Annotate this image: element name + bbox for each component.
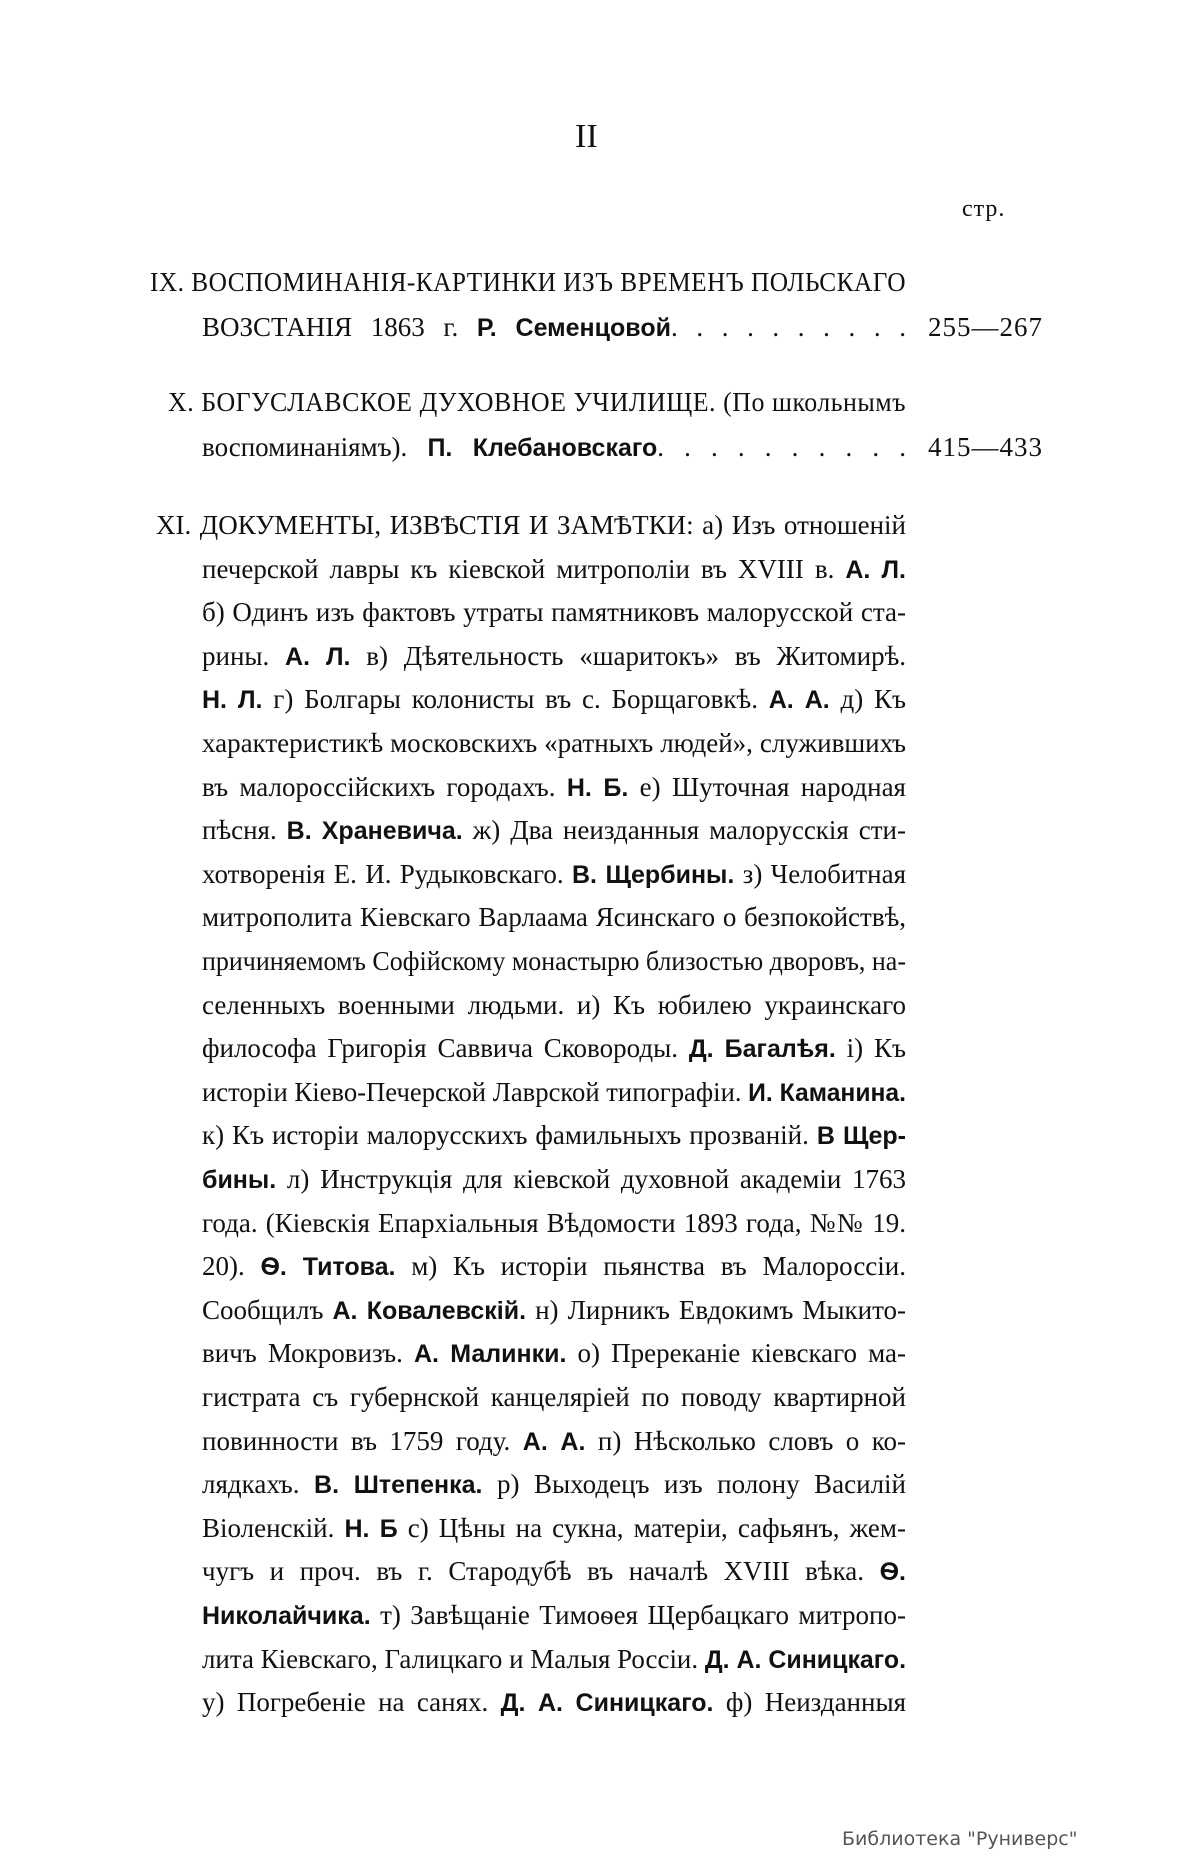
entry-text: повинности въ 1759 году. [202, 1425, 523, 1456]
author-name: Д. А. Синицкаго. [500, 1689, 714, 1718]
entry-text: вичъ Мокровизъ. [202, 1338, 414, 1369]
author-name: А. Л. [845, 555, 906, 584]
toc-line [202, 679, 906, 719]
toc-line [202, 1246, 906, 1286]
entry-text: XI. ДОКУМЕНТЫ, ИЗВѢСТІЯ И ЗАМѢТКИ: а) Изъ отношеній [156, 510, 906, 540]
toc-line [202, 941, 906, 981]
entry-text: п) Нѣсколько словъ о ко- [585, 1425, 906, 1456]
toc-line [202, 1682, 906, 1722]
entry-text: з) Челобитная [734, 858, 906, 889]
toc-line [168, 382, 906, 422]
author-name: бины. [202, 1166, 277, 1194]
toc-line [202, 854, 906, 894]
toc-line [202, 1421, 906, 1461]
entry-text: ж) Два неизданныя малорусскія сти- [462, 815, 906, 846]
author-name: П. Клебановскаго [427, 434, 658, 462]
pages-column-label: стр. [962, 196, 1006, 222]
author-name: В. Храневича. [286, 817, 463, 846]
entry-text: т) Завѣщаніе Тимоѳея Щербацкаго митропо- [370, 1600, 906, 1630]
toc-line [202, 1290, 906, 1330]
toc-line [202, 427, 906, 467]
author-name: В Щер- [816, 1122, 906, 1151]
author-name: А. А. [522, 1427, 586, 1456]
entry-text: б) Одинъ изъ фактовъ утраты памятниковъ малорусской ста- [202, 597, 906, 628]
toc-line [202, 985, 906, 1025]
toc-line [202, 767, 906, 807]
page-range: 255—267 [928, 312, 1043, 342]
entry-text: селенныхъ военными людьми. и) Къ юбилею украинскаго [202, 989, 906, 1020]
entry-text: л) Инструкція для кіевской духовной академіи 1763 [276, 1164, 906, 1194]
entry-text: чугъ и проч. въ г. Стародубѣ въ началѣ XVIII вѣка. [202, 1556, 880, 1587]
entry-text: . . . . . . . . . . [670, 312, 907, 342]
entry-text: к) Къ исторіи малорусскихъ фамильныхъ прозваній. [202, 1120, 817, 1151]
author-name: А. Ковалевскій. [332, 1296, 527, 1325]
entry-text: г) Болгары колонисты въ с. Борщаговкѣ. [262, 684, 769, 715]
toc-line [202, 723, 906, 763]
toc-line [202, 1595, 906, 1635]
entry-text: IX. ВОСПОМИНАНІЯ-КАРТИНКИ ИЗЪ ВРЕМЕНЪ ПОЛЬСКАГО [150, 267, 907, 297]
author-name: А. Л. [285, 642, 351, 671]
entry-text: в) Дѣятельность «шаритокъ» въ Житомирѣ. [350, 640, 906, 671]
author-name: В. Щербины. [571, 860, 735, 889]
author-name: Ѳ. [879, 1558, 906, 1587]
entry-text: лядкахъ. [202, 1469, 315, 1500]
toc-line [202, 810, 906, 850]
author-name: Д. Багалѣя. [688, 1035, 836, 1064]
page-range: 415—433 [928, 432, 1043, 462]
author-name: Н. Л. [202, 686, 263, 715]
entry-text: н) Лирникъ Евдокимъ Мыкито- [526, 1294, 906, 1325]
author-name: Николайчика. [202, 1602, 371, 1630]
toc-line [202, 1551, 906, 1591]
entry-text: ф) Неизданныя [713, 1687, 907, 1718]
toc-line [202, 1072, 906, 1112]
author-name: А. Малинки. [413, 1340, 567, 1369]
entry-text: д) Къ [829, 684, 906, 715]
toc-line [156, 505, 906, 545]
entry-text: гистрата съ губернской канцеляріей по поводу квартирной [202, 1382, 906, 1412]
entry-text: у) Погребеніе на санях. [202, 1687, 501, 1718]
entry-text: хотворенія Е. И. Рудыковскаго. [202, 858, 572, 889]
toc-line [202, 1377, 906, 1417]
entry-text: рины. [202, 640, 286, 671]
author-name: Д. А. Синицкаго. [704, 1645, 907, 1674]
toc-line [202, 1464, 906, 1504]
entry-text: с) Цѣны на сукна, матеріи, сафьянъ, жем- [397, 1512, 906, 1543]
toc-line [202, 592, 906, 632]
toc-line [202, 1639, 906, 1679]
author-name: Ѳ. Титова. [260, 1253, 396, 1282]
entry-text: Сообщилъ [202, 1294, 333, 1325]
entry-text: печерской лавры къ кіевской митрополіи въ XVIII в. [202, 553, 846, 584]
entry-text: исторіи Кіево-Печерской Лаврской типографіи. [202, 1076, 749, 1107]
entry-text: р) Выходецъ изъ полону Василій [482, 1469, 906, 1500]
toc-line [202, 307, 906, 347]
toc-line [202, 1203, 906, 1243]
library-watermark: Библиотека "Руниверс" [842, 1828, 1078, 1850]
entry-text: характеристикѣ московскихъ «ратныхъ людей», служившихъ [202, 728, 906, 758]
entry-text: . . . . . . . . . . [657, 432, 906, 462]
author-name: В. Штепенка. [314, 1471, 483, 1500]
toc-line [202, 1115, 906, 1155]
toc-line [202, 1333, 906, 1373]
toc-line [202, 1159, 906, 1199]
entry-text: года. (Кіевскія Епархіальныя Вѣдомости 1893 года, №№ 19. [202, 1207, 906, 1238]
entry-text: Віоленскій. [202, 1512, 345, 1543]
entry-text: воспоминаніямъ). [202, 432, 428, 462]
entry-text: причиняемомъ Софійскому монастырю близостью дворовъ, на- [202, 946, 906, 976]
entry-text: въ малороссійскихъ городахъ. [202, 771, 567, 802]
author-name: Н. Б [344, 1514, 398, 1543]
entry-text: о) Пререканіе кіевскаго ма- [566, 1338, 906, 1369]
toc-line [202, 1508, 906, 1548]
author-name: Р. Семенцовой [476, 314, 671, 342]
author-name: А. А. [768, 686, 830, 715]
entry-text: митрополита Кіевскаго Варлаама Ясинскаго о безпокойствѣ, [202, 902, 906, 933]
entry-text: философа Григорія Саввича Сковороды. [202, 1033, 689, 1064]
entry-text: ВОЗСТАНІЯ 1863 г. [202, 312, 477, 342]
toc-line [202, 636, 906, 676]
entry-text: X. БОГУСЛАВСКОЕ ДУХОВНОЕ УЧИЛИЩЕ. (По школьнымъ [168, 387, 907, 417]
entry-text: м) Къ исторіи пьянства въ Малороссіи. [395, 1251, 906, 1282]
author-name: И. Каманина. [748, 1078, 907, 1107]
entry-text: 20). [202, 1251, 261, 1282]
toc-line [202, 1028, 906, 1068]
entry-text: і) Къ [835, 1033, 907, 1064]
author-name: Н. Б. [566, 773, 629, 802]
entry-text: лита Кіевскаго, Галицкаго и Малыя Россіи. [202, 1643, 705, 1674]
toc-line [202, 549, 906, 589]
entry-text: пѣсня. [202, 815, 287, 846]
entry-text: е) Шуточная народная [628, 771, 906, 802]
page-number: II [575, 118, 598, 155]
toc-line [150, 262, 906, 302]
toc-line [202, 897, 906, 937]
